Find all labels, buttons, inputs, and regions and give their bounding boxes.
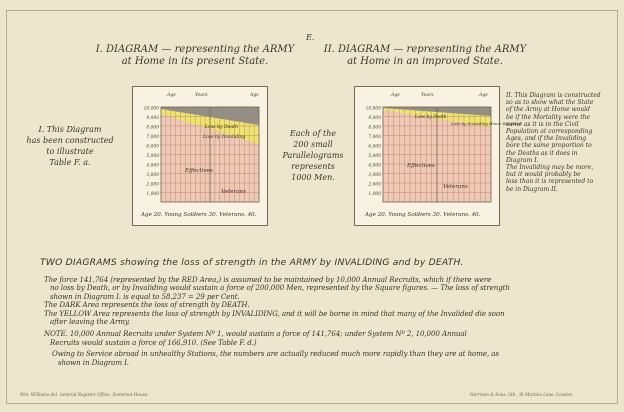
diagram2-y-tick-label: 3,000 (368, 173, 381, 178)
diagram1-age-right: Age (250, 93, 259, 98)
right-note-line: be if the Mortality were the (506, 113, 591, 121)
footer-right: Harrison & Sons, lith., St Martins Lane, London. (470, 392, 574, 397)
diagram2-y-tick-label: 10,000 (365, 106, 381, 112)
diagram2-y-tick-label: 1,000 (368, 192, 381, 197)
body-line: Owing to Service abroad in unhealthy Stations, the numbers are actually reduced much more rapidly than they are at home, as (52, 349, 499, 359)
middle-note (276, 128, 350, 183)
diagram1-years: Years (195, 93, 208, 98)
right-note-line: Population at corresponding (506, 128, 593, 136)
diagram1-bottom-label: Age 20. Young Soldiers 30. Veterans. 40. (141, 212, 257, 218)
right-note-line: Ages, and if the Invaliding (506, 135, 587, 143)
left-note-line: has been constructed (26, 136, 114, 145)
diagram1-label-veterans: Veterans (221, 189, 246, 195)
diagram2-y-tick-label: 2,000 (368, 182, 381, 188)
diagram1-frame (132, 86, 268, 226)
diagram1-y-tick-label: 10,000 (143, 106, 159, 112)
diagram1-y-tick-label: 2,000 (146, 182, 159, 188)
body-line: The DARK Area represents the loss of strength by DEATH. (44, 300, 250, 310)
right-note (506, 92, 610, 193)
middle-note-line: 1000 Men. (291, 173, 335, 182)
right-note-line: be in Diagram II. (506, 185, 558, 193)
diagram2-age-left: Age (391, 93, 400, 98)
diagram2-title-line1: II. DIAGRAM — representing the ARMY (323, 44, 527, 55)
body-line: no loss by Death, or by Invaliding would sustain a force of 200,000 Men, represented by the Square figures. — The loss of strength (50, 283, 510, 293)
diagram1-svg (133, 87, 267, 225)
diagram2-y-tick-label: 9,000 (368, 116, 381, 121)
diagram1-y-tick-label: 6,000 (146, 144, 159, 150)
middle-note-line: 200 small (293, 140, 333, 149)
diagram1-y-tick-label: 3,000 (146, 173, 159, 178)
left-note-line: Table F. a. (49, 158, 91, 167)
diagram2-y-tick-label: 5,000 (368, 154, 381, 159)
diagram1-label-invaliding: Loss by Invaliding (203, 135, 246, 140)
diagram1-age-left: Age (167, 93, 176, 98)
diagram2-y-ticks (366, 107, 382, 198)
diagram2-years: Years (421, 93, 434, 98)
plate-letter: E. (306, 33, 315, 42)
middle-note-line: Each of the (289, 129, 337, 138)
diagram1-title (90, 44, 300, 68)
diagram2-y-tick-label: 7,000 (368, 135, 381, 140)
body-line: shown in Diagram I. is equal to 58,237 = 29 per Cent. (50, 291, 240, 301)
diagram1-y-tick-label: 8,000 (146, 125, 159, 131)
diagram1-y-tick-label: 1,000 (146, 192, 159, 197)
diagram1-label-effectives: Effectives (185, 168, 213, 174)
diagram1-title-line1: I. DIAGRAM — representing the ARMY (95, 44, 295, 55)
footer-left: Wm. Williams del. General Register Office, Somerset House. (20, 392, 149, 397)
diagram2-label-effectives: Effectives (407, 163, 435, 169)
diagram1-y-tick-label: 7,000 (146, 135, 159, 140)
middle-note-line: Parallelograms (282, 151, 344, 160)
body-line: The YELLOW Area represents the loss of strength by INVALIDING, and it will be borne in mind that many of the Invalided die soon (44, 308, 505, 318)
middle-note-line: represents (291, 162, 335, 171)
diagram1-title-line2: at Home in its present State. (121, 56, 269, 67)
diagram1-y-ticks (144, 107, 160, 198)
diagram1-y-tick-label: 4,000 (146, 163, 159, 169)
body-line: NOTE. 10,000 Annual Recruits under System Nº 1, would sustain a force of 141,764; under System Nº 2, 10,000 Annual (44, 329, 467, 339)
diagram2-y-tick-label: 6,000 (368, 144, 381, 150)
diagram2-frame (354, 86, 522, 226)
right-note-line: II. This Diagram is constructed (506, 92, 601, 99)
diagram2-label-invaliding: Loss by Invaliding Home Returned (451, 121, 522, 126)
body-text (44, 276, 596, 367)
right-note-line: so as to show what the State (506, 99, 594, 107)
diagram2-y-tick-label: 4,000 (368, 163, 381, 169)
left-note (20, 124, 120, 168)
diagram2-title-line2: at Home in an improved State. (347, 56, 503, 67)
right-note-line: of the Army at Home would (506, 106, 590, 114)
body-line: shown in Diagram I. (58, 357, 129, 367)
diagram2-title (320, 44, 530, 68)
right-note-line: the Deaths as it does in (506, 149, 578, 157)
main-heading: TWO DIAGRAMS showing the loss of strength in the ARMY by INVALIDING and by DEATH. (40, 257, 464, 268)
left-note-line: to illustrate (46, 147, 94, 156)
diagram2-y-tick-label: 8,000 (368, 125, 381, 131)
diagram1-y-tick-label: 5,000 (146, 154, 159, 159)
right-note-line: bore the same proportion to (506, 142, 592, 150)
right-note-line: The Invaliding may be more, (506, 164, 594, 172)
diagram2-label-death: Loss by Death (415, 115, 447, 120)
right-note-line: Diagram I. (506, 156, 539, 164)
right-note-line: but it would probably be (506, 171, 581, 179)
diagram1-y-tick-label: 9,000 (146, 116, 159, 121)
body-line: The force 141,764 (represented by the RED Area,) is assumed to be maintained by 10,000 Annual Recruits, which if there were (44, 275, 492, 284)
right-note-line: same as it is in the Civil (506, 120, 579, 128)
left-note-line: I. This Diagram (38, 125, 102, 134)
right-note-line: less than it is represented to (506, 178, 594, 186)
body-line: after leaving the Army. (50, 317, 131, 327)
diagram2-age-right: Age (479, 93, 488, 98)
diagram2-bottom-label: Age 20. Young Soldiers 30. Veterans. 40. (365, 212, 481, 218)
diagram2-svg (355, 87, 522, 225)
body-line: Recruits would sustain a force of 166,910. (See Table F. d.) (50, 337, 257, 347)
diagram2-label-veterans: Veterans (443, 184, 468, 190)
diagram1-label-death: Loss by Death (205, 125, 238, 130)
